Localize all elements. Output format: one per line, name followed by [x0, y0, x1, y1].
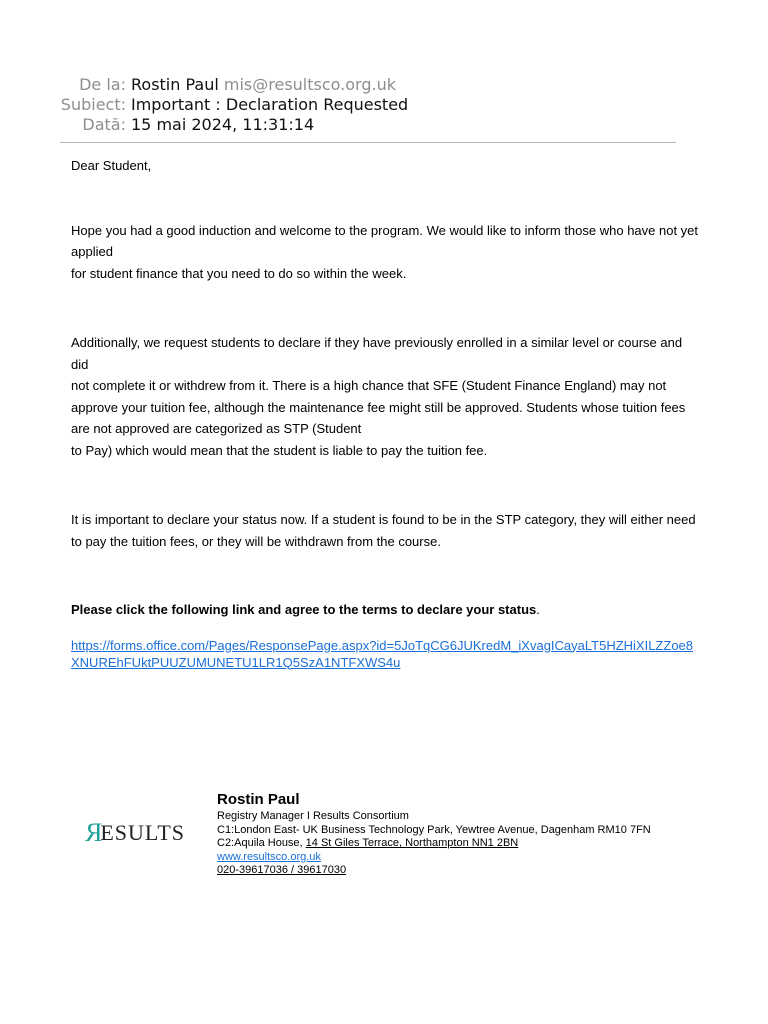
greeting: Dear Student, [71, 158, 152, 173]
signature-phone[interactable]: 020-39617036 / 39617030 [217, 864, 347, 876]
from-row [0, 75, 768, 95]
header-divider [60, 142, 676, 143]
cta-text: Please click the following link and agree to the terms to declare your status [71, 602, 537, 617]
c2-prefix: C2:Aquila House, [217, 837, 306, 849]
subject-row [0, 95, 768, 115]
email-header [0, 75, 768, 135]
paragraph-declaration: Additionally, we request students to declare if they have previously enrolled in a similar level or course and did not complete it or withdrew from it. There is a high chance that SFE (Student Finance England) may not approve your tuition fee, although the maintenance fee might still be approved. Students whose tuition fees are not approved are categorized as STP (Student to Pay) which would mean that the student is liable to pay the tuition fee. [71, 335, 686, 458]
paragraph-stp: It is important to declare your status now. If a student is found to be in the STP category, they will either need to pay the tuition fees, or they will be withdrawn from the course. [71, 512, 696, 549]
from-label: De la: [79, 75, 126, 94]
date-row [0, 115, 768, 135]
signature-name: Rostin Paul [217, 791, 300, 808]
logo-text: ESULTS [100, 820, 185, 845]
cta-period: . [536, 602, 540, 617]
subject-label: Subiect: [60, 95, 126, 114]
declaration-form-link[interactable]: https://forms.office.com/Pages/ResponsePage.aspx?id=5JoTqCG6JUKredM_iXvagICayaLT5HZHiXILZZoe8XNUREhFUktPUUZUMUNETU1LR1Q5SzA1NTFXWS4u [71, 637, 694, 670]
signature-title: Registry Manager I Results Consortium [217, 810, 409, 822]
subject-value: Important : Declaration Requested [131, 95, 409, 114]
from-value [131, 75, 396, 95]
results-logo [84, 818, 204, 848]
signature-address-c2 [217, 837, 737, 851]
date-value: 15 mai 2024, 11:31:14 [131, 115, 315, 134]
email-signature [217, 790, 737, 878]
logo-r-glyph: R [84, 818, 103, 847]
date-label: Dată: [82, 115, 126, 134]
sender-name: Rostin Paul [131, 75, 219, 94]
signature-address-c1: C1:London East- UK Business Technology Park, Yewtree Avenue, Dagenham RM10 7FN [217, 823, 651, 836]
signature-website-row [217, 851, 737, 865]
call-to-action [71, 599, 701, 621]
website-link[interactable]: www.resultsco.org.uk [217, 850, 321, 863]
sender-email[interactable]: mis@resultsco.org.uk [223, 75, 396, 94]
c2-address-link[interactable]: 14 St Giles Terrace, Northampton NN1 2BN [305, 837, 519, 849]
paragraph-finance: Hope you had a good induction and welcome to the program. We would like to inform those who have not yet applied for student finance that you need to do so within the week. [71, 222, 699, 281]
email-body [71, 155, 701, 671]
